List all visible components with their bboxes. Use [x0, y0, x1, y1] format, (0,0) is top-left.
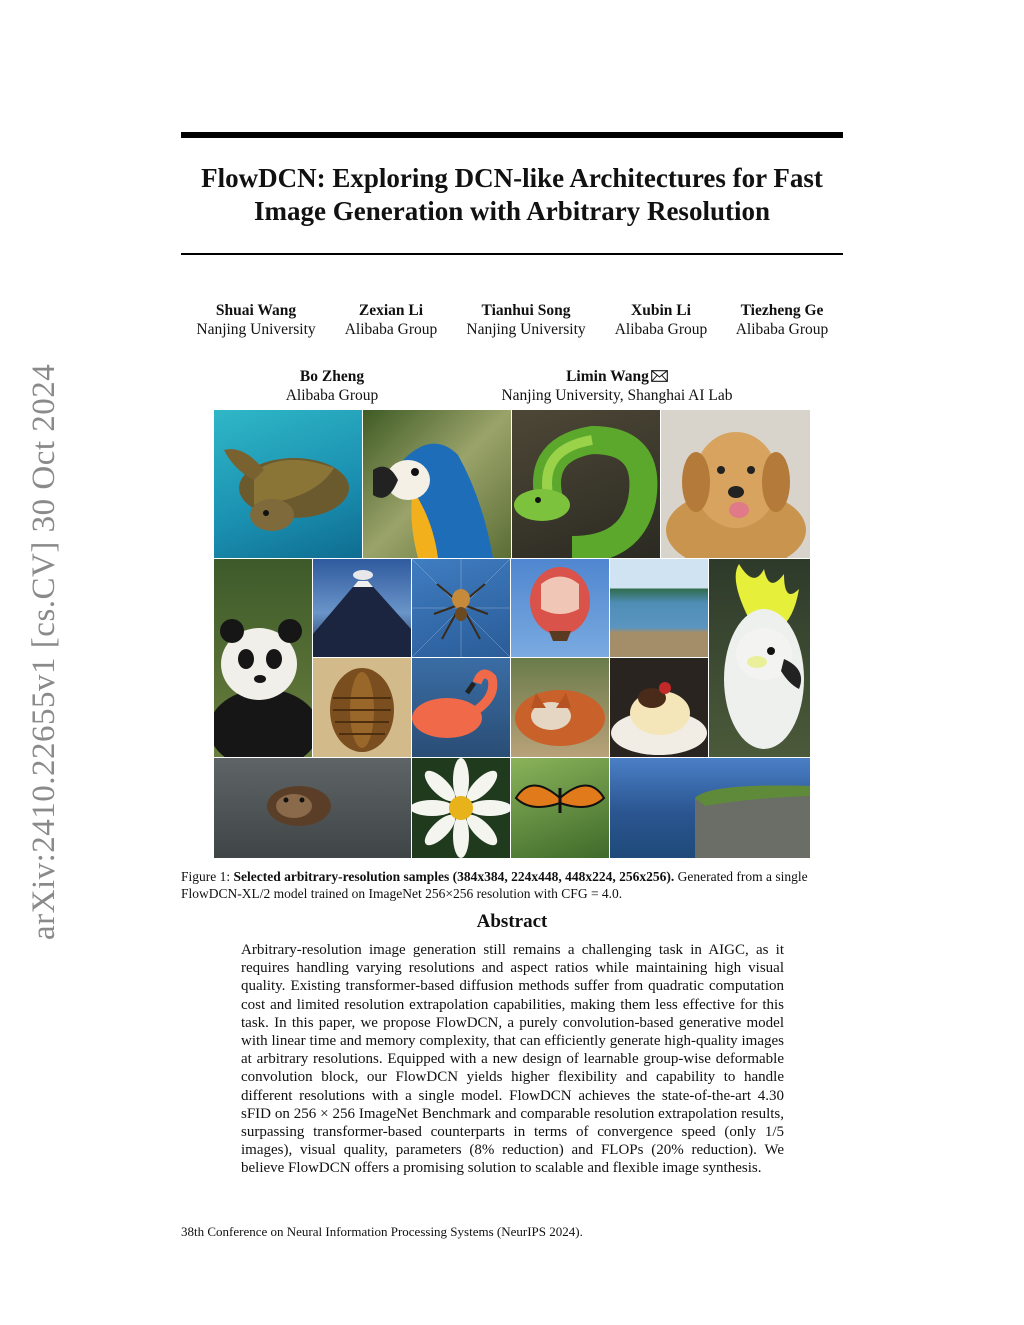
caption-label: Figure 1: — [181, 869, 231, 884]
title-top-rule — [181, 132, 843, 138]
conference-footnote: 38th Conference on Neural Information Processing Systems (NeurIPS 2024). — [181, 1224, 583, 1239]
paper-title — [181, 162, 843, 228]
title-line-2: Image Generation with Arbitrary Resolution — [254, 196, 770, 226]
author-block — [456, 301, 596, 339]
monarch-butterfly-image — [511, 758, 609, 858]
macaw-image — [363, 410, 511, 558]
author-affiliation: Alibaba Group — [344, 321, 438, 338]
author-name-line — [482, 367, 752, 386]
author-block — [482, 367, 752, 405]
caption-text: Generated from a single FlowDCN-XL/2 model trained on ImageNet 256×256 resolution with CFG = 4.0. — [181, 869, 808, 901]
author-affiliation: Nanjing University — [196, 321, 316, 338]
author-name: Zexian Li — [358, 302, 424, 319]
volcano-image — [313, 559, 411, 657]
author-block — [727, 301, 837, 339]
author-name: Xubin Li — [631, 302, 691, 319]
lake-shore-image — [610, 559, 708, 657]
ice-cream-dessert-image — [610, 658, 708, 757]
author-affiliation: Alibaba Group — [735, 321, 829, 338]
author-block — [186, 301, 326, 339]
cockatoo-image — [709, 559, 810, 757]
trilobite-image — [313, 658, 411, 757]
sea-turtle-image — [214, 410, 362, 558]
author-affiliation: Nanjing University, Shanghai AI Lab — [501, 387, 733, 404]
sleeping-fox-image — [511, 658, 609, 757]
title-line-1: FlowDCN: Exploring DCN-like Architectures for Fast — [201, 163, 823, 193]
author-affiliation: Alibaba Group — [614, 321, 708, 338]
spider-image — [412, 559, 510, 657]
author-block — [336, 301, 446, 339]
panda-image — [214, 559, 312, 757]
flamingo-image — [412, 658, 510, 757]
figure-1-mosaic — [214, 410, 810, 858]
hot-air-balloon-image — [511, 559, 609, 657]
author-name: Bo Zheng — [299, 368, 365, 385]
author-name: Shuai Wang — [215, 302, 297, 319]
author-affiliation: Nanjing University — [466, 321, 586, 338]
arxiv-stamp: arXiv:2410.22655v1 [cs.CV] 30 Oct 2024 — [26, 363, 62, 940]
green-snake-image — [512, 410, 660, 558]
otter-image — [214, 758, 411, 858]
golden-retriever-image — [661, 410, 810, 558]
author-affiliation: Alibaba Group — [285, 387, 379, 404]
author-name: Tianhui Song — [481, 302, 571, 319]
caption-bold-text: Selected arbitrary-resolution samples (384x384, 224x448, 448x224, 256x256). — [233, 869, 675, 884]
daisy-image — [412, 758, 510, 858]
envelope-icon — [651, 370, 668, 382]
figure-caption — [181, 868, 843, 902]
abstract-body: Arbitrary-resolution image generation still remains a challenging task in AIGC, as it requires handling varying resolutions and aspect ratios while maintaining high visual quality. Existing transformer-based diffusion methods suffer from quadratic computation cost and limited resolution extrapolation capabilities, making them less effective for this task. In this paper, we propose FlowDCN, a purely convolution-based generative model with linear time and memory complexity, that can efficiently generate high-quality images at arbitrary resolutions. Equipped with a new design of learnable group-wise deformable convolution block, our FlowDCN yields higher flexibility and capability to handle different resolutions with a single model. FlowDCN achieves the state-of-the-art 4.30 sFID on 256 × 256 ImageNet Benchmark and comparable resolution extrapolation results, surpassing transformer-based counterparts in terms of convergence speed (only 1/5 images), visual quality, parameters (8% reduction) and FLOPs (20% reduction). We believe FlowDCN offers a promising solution to scalable and flexible image synthesis. — [241, 942, 784, 1177]
title-bottom-rule — [181, 253, 843, 255]
author-name: Limin Wang — [566, 368, 649, 385]
author-block — [606, 301, 716, 339]
abstract-heading: Abstract — [476, 911, 548, 932]
author-name: Tiezheng Ge — [740, 302, 824, 319]
author-block — [272, 367, 392, 405]
sea-cliff-image — [610, 758, 810, 858]
